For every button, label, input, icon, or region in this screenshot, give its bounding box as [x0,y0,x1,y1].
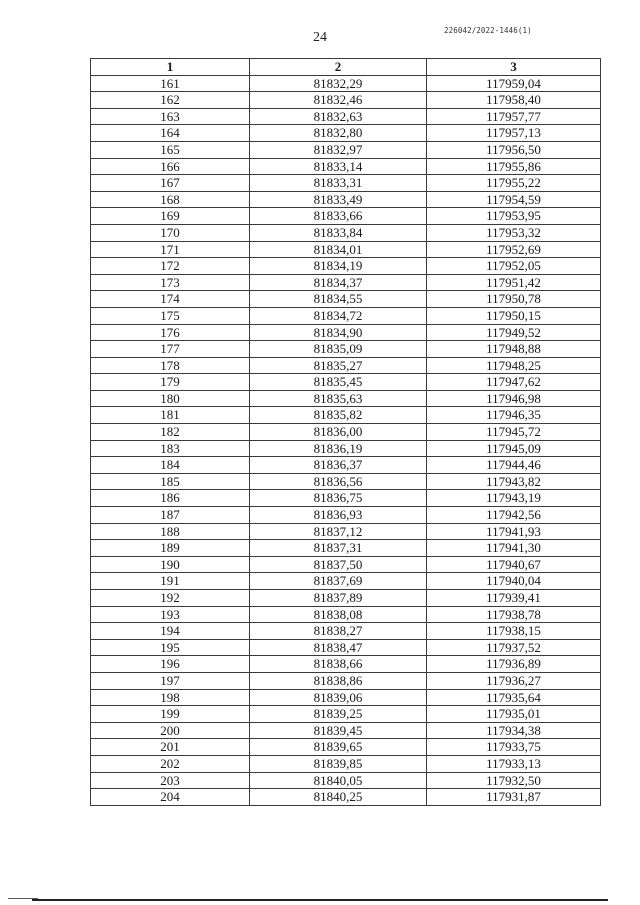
y-coordinate-cell: 117950,78 [427,291,601,308]
coordinates-table [90,58,601,806]
point-number-cell: 196 [91,656,250,673]
x-coordinate-cell: 81836,93 [250,507,427,524]
y-coordinate-cell: 117956,50 [427,141,601,158]
table-row [91,457,601,474]
table-row [91,789,601,806]
y-coordinate-cell: 117941,93 [427,523,601,540]
point-number-cell: 175 [91,307,250,324]
table-row [91,307,601,324]
y-coordinate-cell: 117951,42 [427,274,601,291]
point-number-cell: 198 [91,689,250,706]
table-row [91,689,601,706]
point-number-cell: 165 [91,141,250,158]
point-number-cell: 194 [91,623,250,640]
table-row [91,158,601,175]
x-coordinate-cell: 81839,85 [250,755,427,772]
y-coordinate-cell: 117934,38 [427,722,601,739]
table-row [91,274,601,291]
table-row [91,241,601,258]
page-number: 24 [313,30,327,45]
point-number-cell: 197 [91,672,250,689]
point-number-cell: 181 [91,407,250,424]
y-coordinate-cell: 117946,35 [427,407,601,424]
x-coordinate-cell: 81838,08 [250,606,427,623]
point-number-cell: 199 [91,706,250,723]
y-coordinate-cell: 117952,05 [427,258,601,275]
y-coordinate-cell: 117952,69 [427,241,601,258]
y-coordinate-cell: 117931,87 [427,789,601,806]
table-row [91,191,601,208]
point-number-cell: 169 [91,208,250,225]
x-coordinate-cell: 81837,12 [250,523,427,540]
table-row [91,523,601,540]
table-row [91,424,601,441]
table-row [91,108,601,125]
x-coordinate-cell: 81839,45 [250,722,427,739]
y-coordinate-cell: 117946,98 [427,390,601,407]
y-coordinate-cell: 117936,89 [427,656,601,673]
point-number-cell: 177 [91,341,250,358]
x-coordinate-cell: 81835,09 [250,341,427,358]
y-coordinate-cell: 117959,04 [427,75,601,92]
table-row [91,540,601,557]
table-row [91,623,601,640]
point-number-cell: 186 [91,490,250,507]
table-row [91,590,601,607]
x-coordinate-cell: 81840,05 [250,772,427,789]
point-number-cell: 202 [91,755,250,772]
point-number-cell: 174 [91,291,250,308]
point-number-cell: 179 [91,374,250,391]
y-coordinate-cell: 117947,62 [427,374,601,391]
y-coordinate-cell: 117948,25 [427,357,601,374]
point-number-cell: 185 [91,473,250,490]
x-coordinate-cell: 81837,89 [250,590,427,607]
point-number-cell: 166 [91,158,250,175]
table-row [91,507,601,524]
table-row [91,357,601,374]
y-coordinate-cell: 117943,82 [427,473,601,490]
x-coordinate-cell: 81832,63 [250,108,427,125]
y-coordinate-cell: 117943,19 [427,490,601,507]
x-coordinate-cell: 81837,31 [250,540,427,557]
y-coordinate-cell: 117940,04 [427,573,601,590]
x-coordinate-cell: 81832,46 [250,92,427,109]
x-coordinate-cell: 81834,19 [250,258,427,275]
table-row [91,374,601,391]
x-coordinate-cell: 81834,37 [250,274,427,291]
x-coordinate-cell: 81839,65 [250,739,427,756]
table-row [91,755,601,772]
point-number-cell: 163 [91,108,250,125]
x-coordinate-cell: 81838,66 [250,656,427,673]
table-row [91,175,601,192]
table-row [91,639,601,656]
point-number-cell: 190 [91,556,250,573]
y-coordinate-cell: 117935,64 [427,689,601,706]
y-coordinate-cell: 117933,75 [427,739,601,756]
x-coordinate-cell: 81835,82 [250,407,427,424]
table-row [91,75,601,92]
y-coordinate-cell: 117933,13 [427,755,601,772]
table-row [91,739,601,756]
x-coordinate-cell: 81836,00 [250,424,427,441]
point-number-cell: 172 [91,258,250,275]
x-coordinate-cell: 81833,49 [250,191,427,208]
table-row [91,141,601,158]
x-coordinate-cell: 81836,37 [250,457,427,474]
x-coordinate-cell: 81839,06 [250,689,427,706]
point-number-cell: 184 [91,457,250,474]
table-row [91,125,601,142]
x-coordinate-cell: 81836,19 [250,440,427,457]
x-coordinate-cell: 81836,56 [250,473,427,490]
footer-rule [32,899,608,901]
point-number-cell: 178 [91,357,250,374]
column-header-x: 2 [250,59,427,76]
point-number-cell: 183 [91,440,250,457]
y-coordinate-cell: 117955,22 [427,175,601,192]
point-number-cell: 195 [91,639,250,656]
y-coordinate-cell: 117939,41 [427,590,601,607]
x-coordinate-cell: 81832,80 [250,125,427,142]
table-row [91,92,601,109]
table-row [91,208,601,225]
y-coordinate-cell: 117936,27 [427,672,601,689]
table-row [91,706,601,723]
table-row [91,556,601,573]
x-coordinate-cell: 81834,01 [250,241,427,258]
y-coordinate-cell: 117950,15 [427,307,601,324]
point-number-cell: 203 [91,772,250,789]
point-number-cell: 168 [91,191,250,208]
point-number-cell: 182 [91,424,250,441]
column-header-point: 1 [91,59,250,76]
x-coordinate-cell: 81832,97 [250,141,427,158]
y-coordinate-cell: 117954,59 [427,191,601,208]
point-number-cell: 164 [91,125,250,142]
point-number-cell: 187 [91,507,250,524]
table-row [91,722,601,739]
y-coordinate-cell: 117949,52 [427,324,601,341]
table-row [91,224,601,241]
point-number-cell: 188 [91,523,250,540]
x-coordinate-cell: 81834,90 [250,324,427,341]
table-row [91,258,601,275]
x-coordinate-cell: 81837,50 [250,556,427,573]
table-row [91,656,601,673]
y-coordinate-cell: 117945,72 [427,424,601,441]
y-coordinate-cell: 117942,56 [427,507,601,524]
table-row [91,606,601,623]
point-number-cell: 191 [91,573,250,590]
point-number-cell: 176 [91,324,250,341]
table-row [91,573,601,590]
table-row [91,490,601,507]
x-coordinate-cell: 81833,66 [250,208,427,225]
column-header-y: 3 [427,59,601,76]
y-coordinate-cell: 117953,95 [427,208,601,225]
x-coordinate-cell: 81840,25 [250,789,427,806]
y-coordinate-cell: 117955,86 [427,158,601,175]
y-coordinate-cell: 117958,40 [427,92,601,109]
y-coordinate-cell: 117953,32 [427,224,601,241]
table-body [91,75,601,805]
x-coordinate-cell: 81838,27 [250,623,427,640]
point-number-cell: 204 [91,789,250,806]
y-coordinate-cell: 117957,13 [427,125,601,142]
y-coordinate-cell: 117938,78 [427,606,601,623]
table-header [91,59,601,76]
point-number-cell: 180 [91,390,250,407]
y-coordinate-cell: 117938,15 [427,623,601,640]
header-row [91,59,601,76]
document-reference: 226042/2022-1446(1) [444,26,532,35]
table-row [91,772,601,789]
x-coordinate-cell: 81837,69 [250,573,427,590]
point-number-cell: 200 [91,722,250,739]
point-number-cell: 193 [91,606,250,623]
table-row [91,473,601,490]
x-coordinate-cell: 81833,31 [250,175,427,192]
x-coordinate-cell: 81834,72 [250,307,427,324]
x-coordinate-cell: 81834,55 [250,291,427,308]
y-coordinate-cell: 117932,50 [427,772,601,789]
point-number-cell: 192 [91,590,250,607]
table-row [91,440,601,457]
x-coordinate-cell: 81835,45 [250,374,427,391]
y-coordinate-cell: 117940,67 [427,556,601,573]
table-row [91,407,601,424]
point-number-cell: 161 [91,75,250,92]
y-coordinate-cell: 117948,88 [427,341,601,358]
y-coordinate-cell: 117941,30 [427,540,601,557]
x-coordinate-cell: 81839,25 [250,706,427,723]
y-coordinate-cell: 117944,46 [427,457,601,474]
x-coordinate-cell: 81833,14 [250,158,427,175]
x-coordinate-cell: 81832,29 [250,75,427,92]
table-row [91,672,601,689]
x-coordinate-cell: 81838,47 [250,639,427,656]
point-number-cell: 173 [91,274,250,291]
point-number-cell: 171 [91,241,250,258]
x-coordinate-cell: 81835,63 [250,390,427,407]
x-coordinate-cell: 81833,84 [250,224,427,241]
table-row [91,324,601,341]
x-coordinate-cell: 81838,86 [250,672,427,689]
x-coordinate-cell: 81836,75 [250,490,427,507]
y-coordinate-cell: 117935,01 [427,706,601,723]
y-coordinate-cell: 117957,77 [427,108,601,125]
table-row [91,341,601,358]
point-number-cell: 201 [91,739,250,756]
point-number-cell: 162 [91,92,250,109]
x-coordinate-cell: 81835,27 [250,357,427,374]
point-number-cell: 170 [91,224,250,241]
y-coordinate-cell: 117945,09 [427,440,601,457]
table-row [91,291,601,308]
point-number-cell: 189 [91,540,250,557]
y-coordinate-cell: 117937,52 [427,639,601,656]
table-row [91,390,601,407]
point-number-cell: 167 [91,175,250,192]
